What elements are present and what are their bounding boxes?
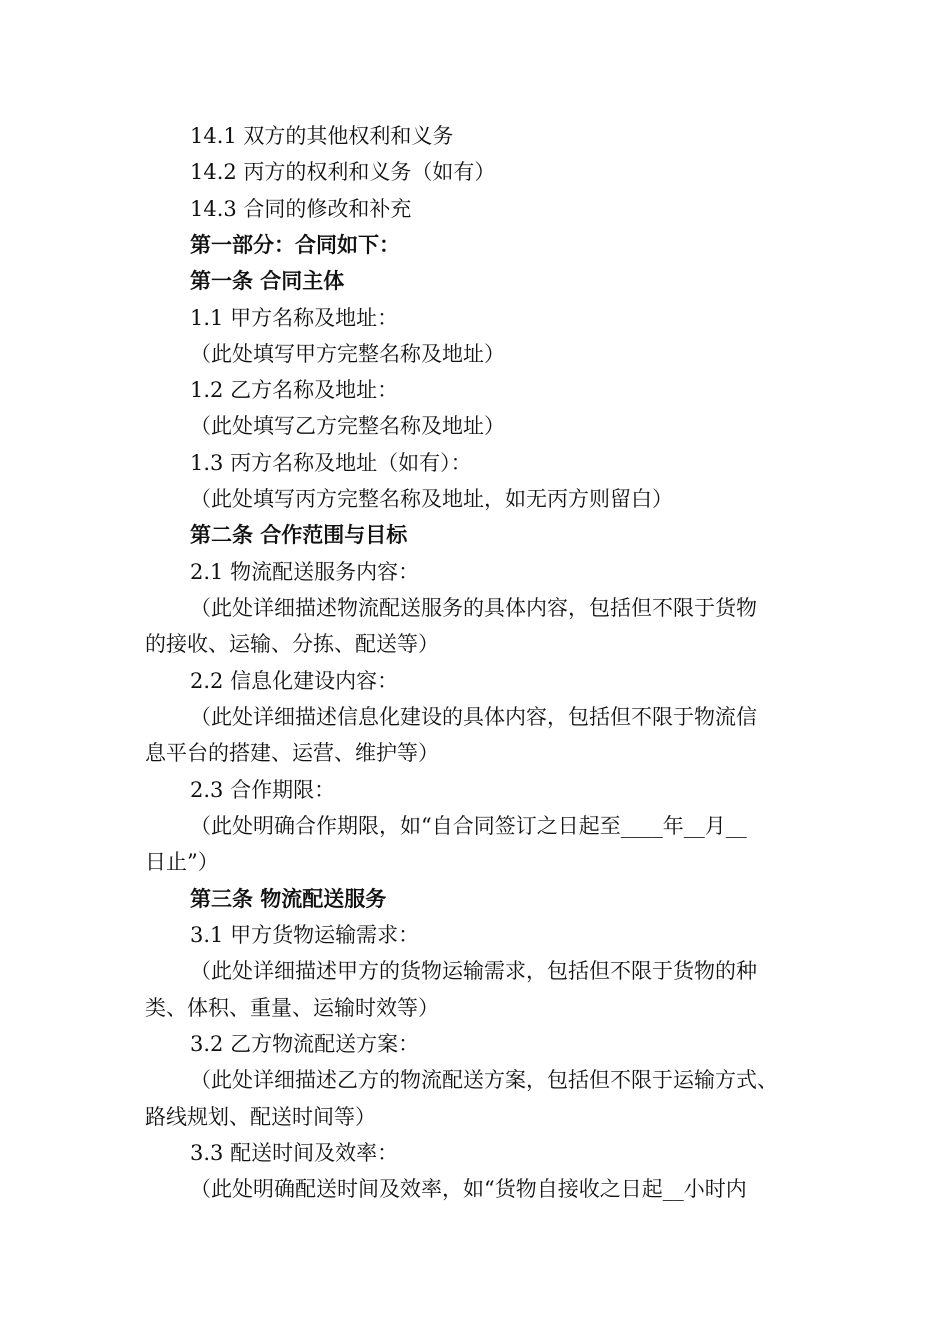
part-one-heading: 第一部分：合同如下： [190,233,400,257]
desc-2-3-line2: 日止”） [145,850,219,874]
clause-2-2: 2.2 信息化建设内容： [190,669,399,693]
clause-2-1: 2.1 物流配送服务内容： [190,560,420,584]
clause-3-1: 3.1 甲方货物运输需求： [190,923,420,947]
desc-2-1-line2: 的接收、运输、分拣、配送等） [145,632,439,656]
desc-2-3-line1: （此处明确合作期限，如“自合同签订之日起至____年__月__ [190,814,747,838]
desc-2-2-line1: （此处详细描述信息化建设的具体内容，包括但不限于物流信 [190,705,757,729]
article-1-heading: 第一条 合同主体 [190,269,345,293]
desc-2-1-line1: （此处详细描述物流配送服务的具体内容，包括但不限于货物 [190,596,757,620]
placeholder-party-b: （此处填写乙方完整名称及地址） [190,414,505,438]
desc-3-3-line1: （此处明确配送时间及效率，如“货物自接收之日起__小时内 [190,1177,747,1201]
clause-1-3: 1.3 丙方名称及地址（如有）： [190,451,472,475]
clause-14-2: 14.2 丙方的权利和义务（如有） [190,160,496,184]
desc-3-2-line1: （此处详细描述乙方的物流配送方案，包括但不限于运输方式、 [190,1068,778,1092]
clause-14-1: 14.1 双方的其他权利和义务 [190,124,454,148]
placeholder-party-c: （此处填写丙方完整名称及地址，如无丙方则留白） [190,487,673,511]
clause-3-3: 3.3 配送时间及效率： [190,1141,399,1165]
desc-2-2-line2: 息平台的搭建、运营、维护等） [145,741,439,765]
placeholder-party-a: （此处填写甲方完整名称及地址） [190,342,505,366]
article-3-heading: 第三条 物流配送服务 [190,887,387,911]
desc-3-1-line1: （此处详细描述甲方的货物运输需求，包括但不限于货物的种 [190,959,757,983]
desc-3-2-line2: 路线规划、配送时间等） [145,1105,376,1129]
article-2-heading: 第二条 合作范围与目标 [190,523,408,547]
clause-2-3: 2.3 合作期限： [190,778,336,802]
clause-1-1: 1.1 甲方名称及地址： [190,306,399,330]
clause-1-2: 1.2 乙方名称及地址： [190,378,399,402]
desc-3-1-line2: 类、体积、重量、运输时效等） [145,996,439,1020]
clause-3-2: 3.2 乙方物流配送方案： [190,1032,420,1056]
clause-14-3: 14.3 合同的修改和补充 [190,197,412,221]
